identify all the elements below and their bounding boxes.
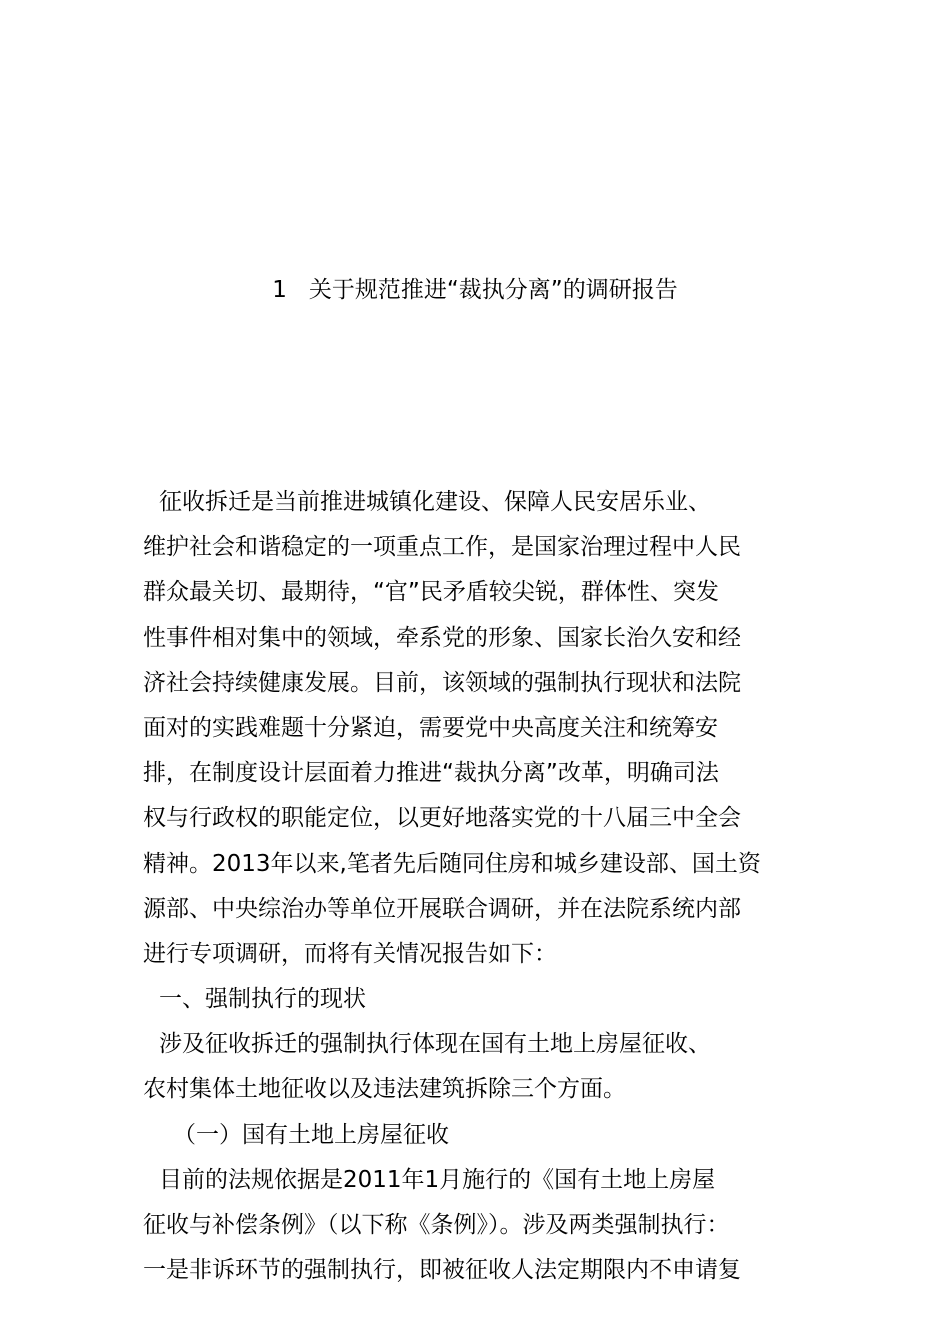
body-line: 进行专项调研，而将有关情况报告如下：	[143, 940, 557, 967]
body-line: 维护社会和谐稳定的一项重点工作，是国家治理过程中人民	[143, 534, 741, 561]
document-body	[143, 480, 823, 1293]
body-line: 农村集体土地征收以及违法建筑拆除三个方面。	[143, 1076, 626, 1103]
body-line: 精神。2013年以来,笔者先后随同住房和城乡建设部、国土资	[143, 850, 761, 877]
body-line: 征收拆迁是当前推进城镇化建设、保障人民安居乐业、	[159, 489, 711, 515]
body-line: 一是非诉环节的强制执行，即被征收人法定期限内不申请复	[143, 1257, 741, 1284]
title-text: 关于规范推进“裁执分离”的调研报告	[308, 277, 678, 303]
subsection-heading: （一）国有土地上房屋征收	[173, 1121, 449, 1148]
body-line: 源部、中央综治办等单位开展联合调研，并在法院系统内部	[143, 895, 741, 922]
body-line: 权与行政权的职能定位，以更好地落实党的十八届三中全会	[143, 805, 741, 832]
body-line: 群众最关切、最期待，“官”民矛盾较尖锐，群体性、突发	[143, 579, 719, 606]
body-line: 性事件相对集中的领域，牵系党的形象、国家长治久安和经	[143, 624, 741, 651]
body-line: 涉及征收拆迁的强制执行体现在国有土地上房屋征收、	[159, 1031, 711, 1058]
body-line: 面对的实践难题十分紧迫，需要党中央高度关注和统筹安	[143, 714, 718, 741]
body-line: 征收与补偿条例》（以下称《条例》）。涉及两类强制执行：	[143, 1212, 730, 1238]
body-line: 济社会持续健康发展。目前，该领域的强制执行现状和法院	[143, 669, 741, 696]
body-line: 排，在制度设计层面着力推进“裁执分离”改革，明确司法	[143, 760, 719, 787]
section-heading: 一、强制执行的现状	[159, 986, 366, 1013]
body-line: 目前的法规依据是2011年1月施行的《国有土地上房屋	[159, 1166, 716, 1193]
document-title	[0, 273, 950, 307]
title-number: 1	[272, 277, 287, 303]
